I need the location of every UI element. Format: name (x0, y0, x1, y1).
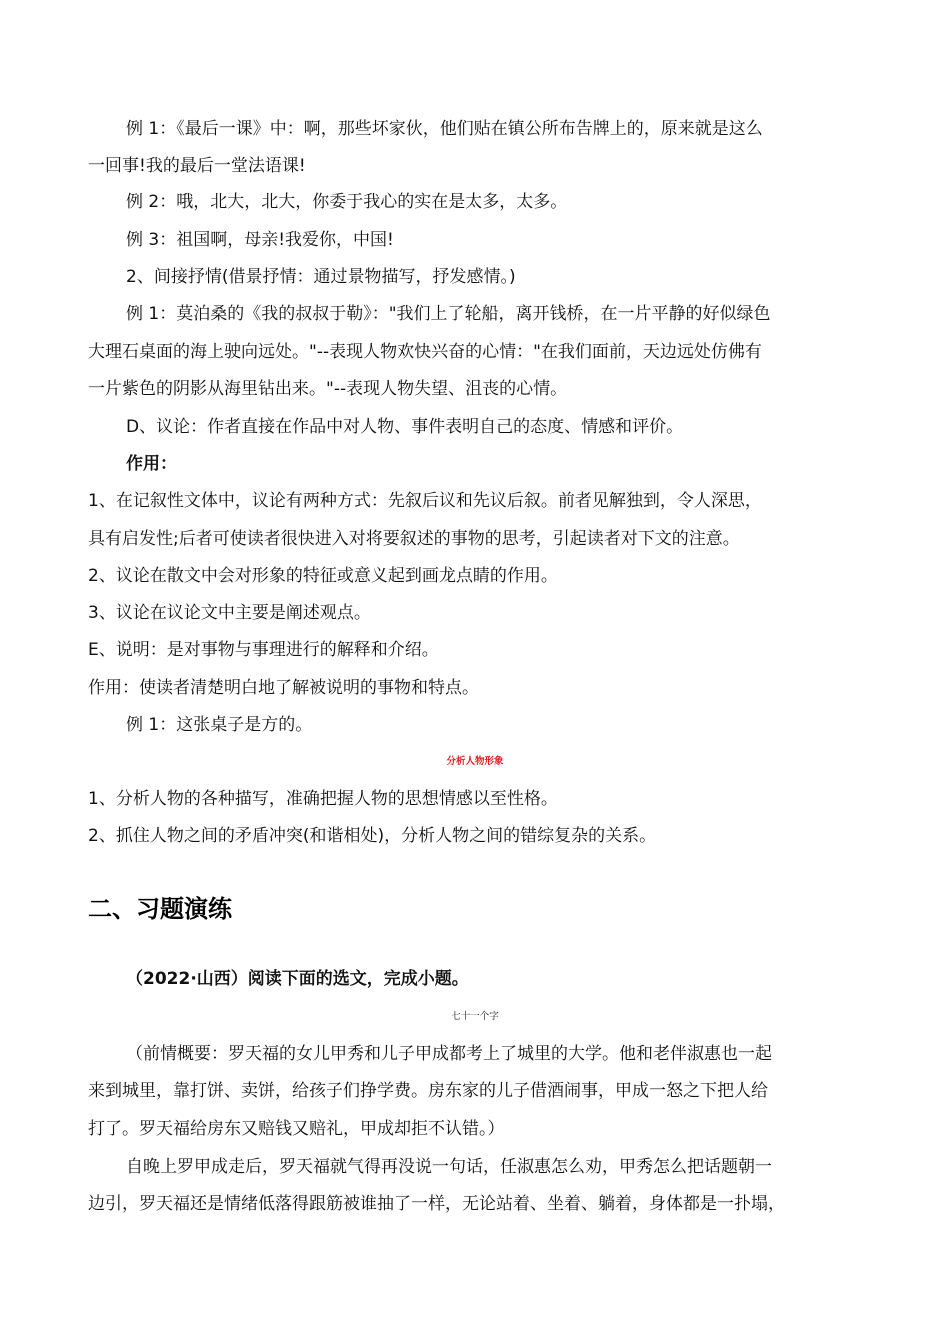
story-summary-line-1: （前情概要：罗天福的女儿甲秀和儿子甲成都考上了城里的大学。他和老伴淑惠也一起 (126, 1044, 772, 1064)
function-item-1: 1、在记叙性文体中，议论有两种方式：先叙后议和先议后叙。前者见解独到，令人深思， (88, 491, 762, 511)
explanation-function: 作用：使读者清楚明白地了解被说明的事物和特点。 (88, 678, 479, 698)
story-summary-line-2: 来到城里，靠打饼、卖饼，给孩子们挣学费。房东家的儿子借酒闹事，甲成一怒之下把人给 (88, 1081, 768, 1101)
indirect-lyricism-heading: 2、间接抒情(借景抒情：通过景物描写，抒发感情。) (126, 267, 516, 287)
example-last-lesson: 例 1：《最后一课》中：啊，那些坏家伙，他们贴在镇公所布告牌上的，原来就是这么 (126, 119, 763, 139)
function-item-1-cont: 具有启发性;后者可使读者很快进入对将要叙述的事物的思考，引起读者对下文的注意。 (88, 529, 740, 549)
example-peking-university: 例 2：哦，北大，北大，你委于我心的实在是太多，太多。 (126, 192, 568, 212)
example-table: 例 1：这张桌子是方的。 (126, 715, 313, 735)
character-analysis-item-1: 1、分析人物的各种描写，准确把握人物的思想情感以至性格。 (88, 789, 558, 809)
section-title: 二、习题演练 (88, 895, 232, 923)
argument-heading: D、议论：作者直接在作品中对人物、事件表明自己的态度、情感和评价。 (126, 417, 684, 437)
example-uncle-jules: 例 1：莫泊桑的《我的叔叔于勒》："我们上了轮船，离开钱桥，在一片平静的好似绿色 (126, 304, 771, 324)
example-uncle-jules-cont1: 大理石桌面的海上驶向远处。"--表现人物欢快兴奋的心情："在我们面前，天边远处仿佛有 (88, 342, 762, 362)
example-motherland: 例 3：祖国啊，母亲!我爱你，中国! (126, 230, 394, 250)
story-title: 七十一个字 (451, 1011, 499, 1022)
explanation-heading: E、说明：是对事物与事理进行的解释和介绍。 (88, 640, 439, 660)
example-uncle-jules-cont2: 一片紫色的阴影从海里钻出来。"--表现人物失望、沮丧的心情。 (88, 379, 568, 399)
example-last-lesson-cont: 一回事!我的最后一堂法语课! (88, 156, 306, 176)
story-paragraph-line-1: 自晚上罗甲成走后，罗天福就气得再没说一句话，任淑惠怎么劝，甲秀怎么把话题朝一 (126, 1157, 772, 1177)
function-item-3: 3、议论在议论文中主要是阐述观点。 (88, 603, 371, 623)
function-label: 作用： (126, 454, 177, 474)
story-paragraph-line-2: 边引，罗天福还是情绪低落得跟筋被谁抽了一样，无论站着、坐着、躺着，身体都是一扑塌， (88, 1194, 785, 1214)
character-analysis-heading: 分析人物形象 (446, 756, 504, 767)
story-summary-line-3: 打了。罗天福给房东又赔钱又赔礼，甲成却拒不认错。） (88, 1119, 505, 1139)
function-item-2: 2、议论在散文中会对形象的特征或意义起到画龙点睛的作用。 (88, 566, 558, 586)
character-analysis-item-2: 2、抓住人物之间的矛盾冲突(和谐相处)，分析人物之间的错综复杂的关系。 (88, 826, 657, 846)
exercise-prompt: （2022·山西）阅读下面的选文，完成小题。 (126, 969, 469, 989)
